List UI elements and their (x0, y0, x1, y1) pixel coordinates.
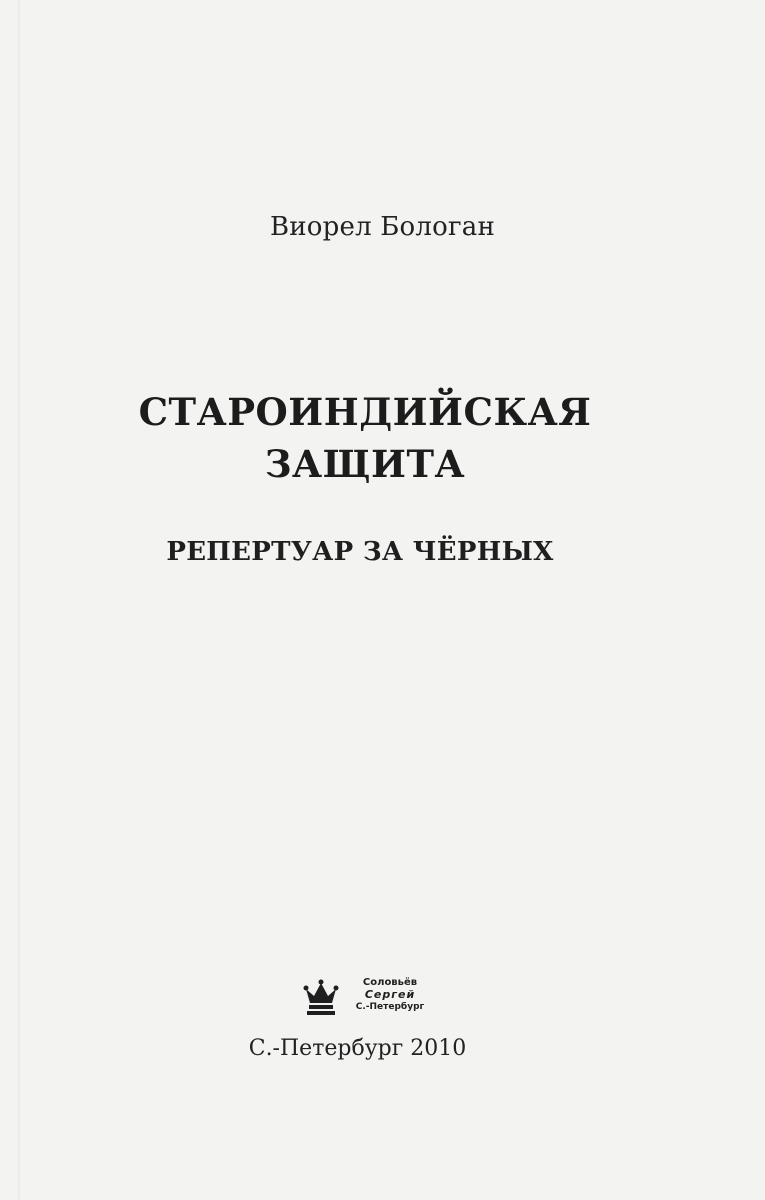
publisher-logo-line-1: Соловьёв (362, 977, 418, 988)
chess-crown-icon (300, 975, 342, 1017)
publisher-logo-line-3: С.-Петербург (355, 1002, 425, 1012)
book-subtitle: РЕПЕРТУАР ЗА ЧЁРНЫХ (166, 537, 554, 567)
book-title-line-1: СТАРОИНДИЙСКАЯ (138, 390, 592, 434)
book-title-line-2: ЗАЩИТА (264, 442, 466, 486)
author-name: Виорел Бологан (269, 212, 496, 242)
page-crease (18, 0, 21, 1200)
book-title (0, 386, 730, 490)
publisher-logo-text (340, 977, 440, 1013)
imprint-city-year: С.-Петербург 2010 (248, 1036, 467, 1061)
publisher-logo-line-2: Сергей (364, 988, 416, 1001)
publisher-logo (300, 975, 440, 1019)
